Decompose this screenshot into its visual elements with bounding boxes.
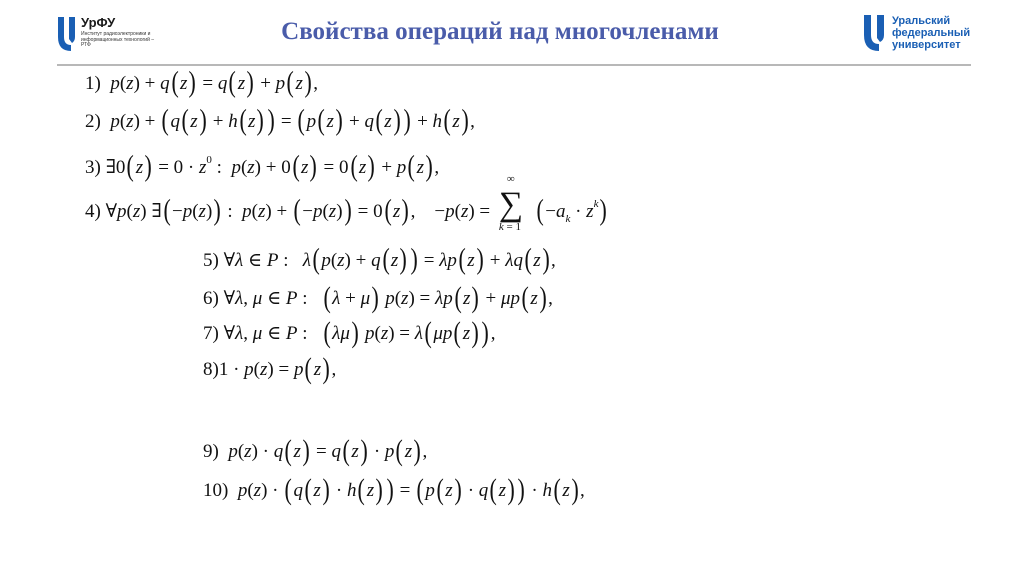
formula-8: 8)1 · p(z) = p(z),: [203, 352, 337, 386]
formula-10: 10) p(z) · (q(z) · h(z) ) = (p(z) · q(z) ) · h(z),: [203, 473, 585, 507]
logo-left-name: УрФУ: [81, 15, 116, 30]
formula-4: 4) ∀p(z) ∃(−p(z)) : p(z) + (−p(z)) = 0(z), −p(z) = ∞ ∑ k = 1 $(-a_k \cdot z^k)$: [85, 173, 608, 233]
sum-symbol: ∞ ∑ k = 1: [498, 173, 524, 233]
urfu-university-logo: [862, 13, 992, 61]
logo-right-line2: федеральный: [892, 27, 971, 39]
logo-right-line1: Уральский: [892, 15, 951, 27]
logo-right-line3: университет: [892, 39, 961, 51]
logo-right-text: [892, 15, 970, 51]
formula-9: 9) p(z) · q(z) = q(z) · p(z),: [203, 434, 428, 468]
logo-left-description: Институт радиоэлектроники и информационных технологий – РТФ: [81, 31, 155, 49]
formula-2: 2) p(z) + (q(z) + h(z) ) = (p(z) + q(z) ) + h(z),: [85, 104, 475, 138]
formula-7: 7) ∀λ, μ ∈ P : (λμ) p(z) = λ(μp(z) ),: [203, 316, 496, 350]
formula-5: 5) ∀λ ∈ P : λ(p(z) + q(z) ) = λp(z) + λq(z),: [203, 243, 556, 277]
formula-6: 6) ∀λ, μ ∈ P : (λ + μ) p(z) = λp(z) + μp(z),: [203, 281, 553, 315]
formula-1: 1) p(z) + q(z) = q(z) + p(z),: [85, 66, 318, 100]
formula-3: 3) ∃0(z) = $0 \cdot z^0$ : p(z) + 0(z) = 0(z) + p(z),: [85, 150, 440, 184]
page-title: Свойства операций над многочленами: [281, 18, 719, 45]
header-divider: [57, 64, 971, 66]
urfu-emblem-icon: [862, 13, 888, 53]
